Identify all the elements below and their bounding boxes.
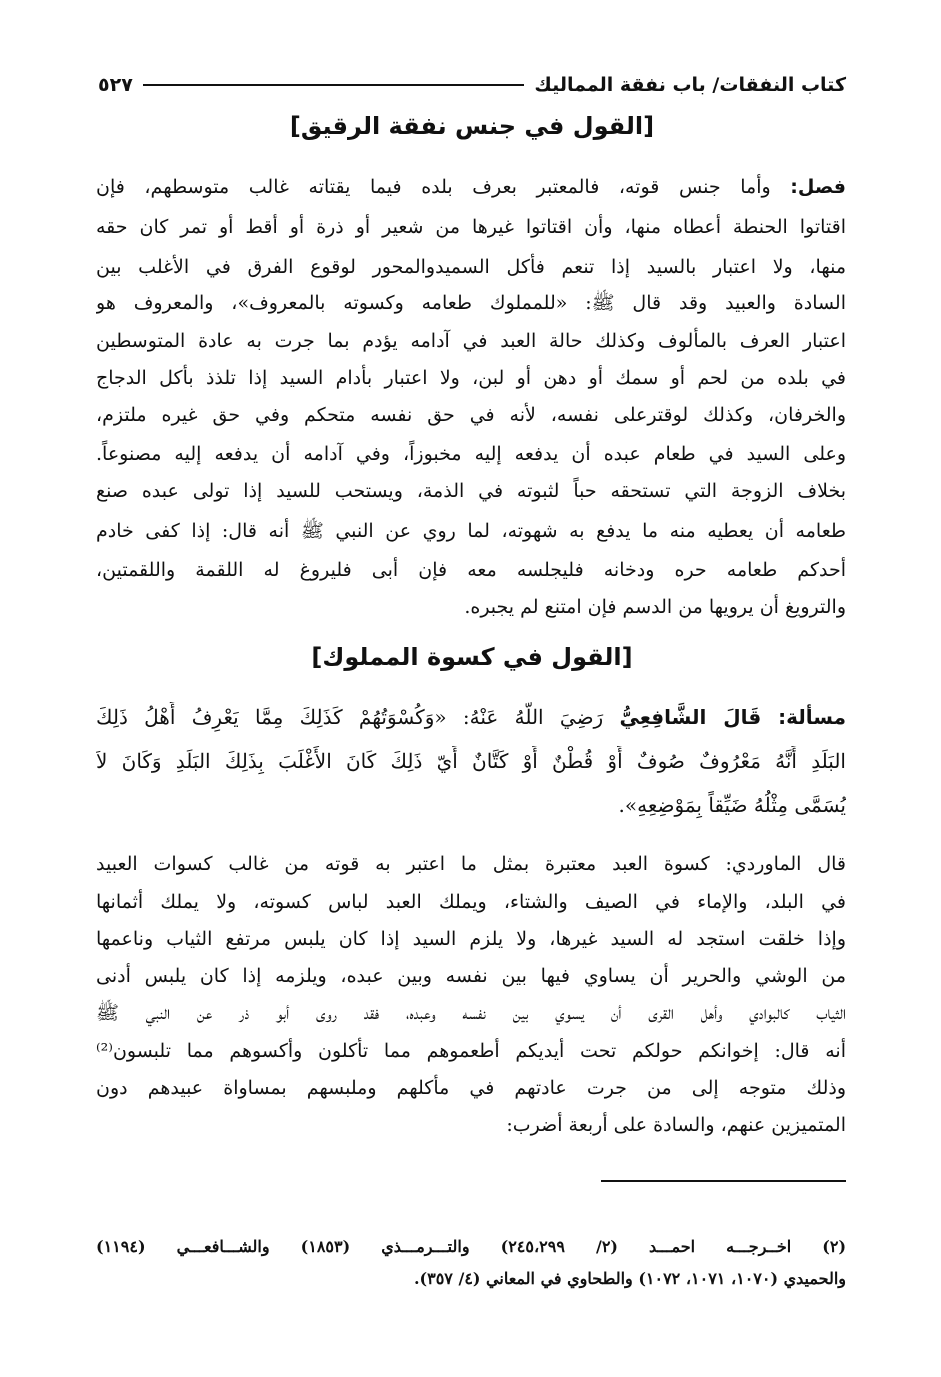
- footnote-line: (٢) اخــرجـــه احمـــد (٢/ ٢٤٥،٢٩٩) والتـــرمـــذي (١٨٥٣) والشـــافعـــي (١١٩٤): [96, 1237, 846, 1256]
- running-title: كتاب النفقات/ باب نفقة المماليك: [534, 74, 846, 96]
- paragraph-line: من الوشي والحرير أن يساوي فيها بين نفسه وبين عبده، ويلزمه إذا كان يلبس أدنى: [96, 965, 846, 987]
- header-rule: [143, 84, 525, 86]
- quote-line: يُسَمَّى مِثْلُهُ ضَيِّقاً بِمَوْضِعِهِ».: [618, 793, 846, 817]
- lead-word: فصل:: [790, 176, 846, 198]
- paragraph-line: اعتبار العرف بالمألوف وكذلك حالة العبد في آدامه يؤدم بما جرت به عادة المتوسطين: [96, 330, 846, 352]
- footnote-line: والحميدي (١٠٧٠، ١٠٧١، ١٠٧٢) والطحاوي في المعاني (٤/ ٣٥٧).: [413, 1269, 846, 1288]
- paragraph-line: وذلك متوجه إلى من جرت عادتهم في مأكلهم وملبسهم بمساواة عبيدهم دون: [96, 1077, 846, 1099]
- section-title-food: [القول في جنس نفقة الرقيق]: [289, 112, 655, 140]
- paragraph-line: طعامه أن يعطيه منه ما يدفع به شهوته، لما روي عن النبي ﷺ أنه قال: إذا كفى خادم: [96, 520, 846, 542]
- paragraph-line: السادة والعبيد وقد قال ﷺ: «للمملوك طعامه وكسوته بالمعروف»، والمعروف هو: [96, 292, 846, 314]
- paragraph-line: فصل: وأما جنس قوته، فالمعتبر بعرف بلده فيما يقتاته غالب متوسطهم، فإن: [96, 176, 846, 198]
- paragraph-line: والخرفان، وكذلك لوقترعلى نفسه، لأنه في حق نفسه متحكم وفي حق غيره ملتزم،: [96, 404, 846, 426]
- page-number: ٥٢٧: [98, 74, 133, 96]
- running-header: [98, 70, 846, 100]
- lead-phrase: مسألة: قَالَ الشَّافِعِيُّ: [619, 705, 846, 729]
- paragraph-line: منها، ولا اعتبار بالسيد إذا تنعم فأكل السميدوالمحور لوقوع الفرق في الأغلب بين: [96, 256, 846, 278]
- paragraph-line: أحدكم طعامه حره ودخانه فليجلسه معه فإن أبى فليروغ له اللقمة واللقمتين،: [96, 559, 846, 581]
- quote-line: مسألة: قَالَ الشَّافِعِيُّ رَضِيَ اللَّهُ عَنْهُ: «وَكُسْوَتُهُمْ كَذَلِكَ مِمَّا يَعْرِفُ أَهْلُ ذَلِكَ: [96, 705, 846, 729]
- footnote-rule: [601, 1180, 846, 1182]
- paragraph-line: اقتاتوا الحنطة أعطاه منها، وأن اقتاتوا غيرها من شعير أو ذرة أو أقط أو تمر كان حقه: [96, 216, 846, 238]
- paragraph-line: المتميزين عنهم، والسادة على أربعة أضرب:: [506, 1114, 846, 1136]
- paragraph-line: في بلده من لحم أو سمك أو دهن أو لبن، ولا اعتبار بأدام السيد إذا تلذذ بأكل الدجاج: [96, 367, 846, 389]
- paragraph-line: أنه قال: إخوانكم حولكم تحت أيديكم أطعموهم مما تأكلون وأكسوهم مما تلبسون⁽²⁾: [96, 1040, 846, 1062]
- section-title-clothing: [القول في كسوة المملوك]: [311, 643, 633, 671]
- paragraph-line: بخلاف الزوجة التي تستحقه حباً لثبوته في الذمة، ويستحب للسيد إذا تولى عبده صنع: [96, 480, 846, 502]
- paragraph-line: وعلى السيد في طعام عبده أن يدفعه إليه مخبوزاً، وفي آدامه أن يدفعه إليه مصنوعاً.: [96, 443, 846, 465]
- paragraph-line: وإذا خلقت استجد له السيد غيرها، ولا يلزم السيد إذا كان يلبس مرتفع الثياب وناعمها: [96, 928, 846, 950]
- paragraph-line: قال الماوردي: كسوة العبد معتبرة بمثل ما اعتبر به قوته من غالب كسوات العبيد: [96, 853, 846, 875]
- paragraph-line: الثياب كالبوادي وأهل القرى أن يسوي بين نفسه وعبده، فقد روى أبو ذر عن النبي ﷺ: [96, 1002, 846, 1024]
- quote-line: البَلَدِ أَنَّهُ مَعْرُوفٌ صُوفٌ أَوْ قُطْنٌ أَوْ كَتَّانٌ أَيّ ذَلِكَ كَانَ الأَغْلَبَ بِذَلِكَ البَلَدِ وَكَانَ لاَ: [96, 749, 846, 773]
- paragraph-line: في البلد، والإماء في الصيف والشتاء، ويملك العبد لباس كسوته، ولا يملك أثمانها: [96, 891, 846, 913]
- paragraph-line: والترويغ أن يرويها من الدسم فإن امتنع لم يجبره.: [464, 596, 846, 618]
